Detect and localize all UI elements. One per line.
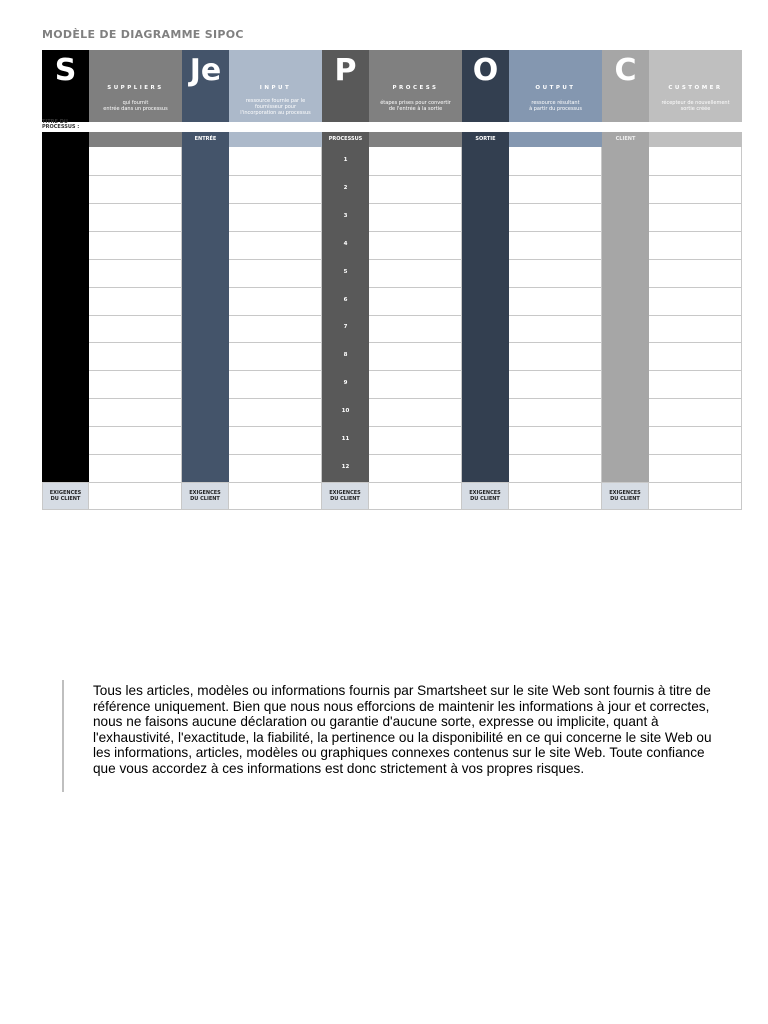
header-sub-customer: récepteur de nouvellement sortie créée xyxy=(661,100,730,112)
subheader-s xyxy=(42,132,89,147)
row-divider xyxy=(369,203,461,204)
row-divider xyxy=(369,454,461,455)
process-title-line2: PROCESSUS : xyxy=(42,124,80,130)
row-divider xyxy=(229,315,321,316)
process-step-number: 5 xyxy=(343,268,348,275)
header-name-input: INPUT xyxy=(259,85,292,91)
header-name-suppliers: SUPPLIERS xyxy=(107,85,164,91)
row-divider xyxy=(649,203,741,204)
row-divider xyxy=(649,175,741,176)
output-entry-column xyxy=(509,147,602,482)
row-divider xyxy=(229,231,321,232)
row-divider xyxy=(369,287,461,288)
row-divider xyxy=(229,398,321,399)
row-divider xyxy=(89,259,181,260)
header-desc-process xyxy=(369,50,462,122)
process-title-line1: TITRE DU xyxy=(42,119,68,125)
subheader-s-desc xyxy=(89,132,182,147)
process-step-number: 9 xyxy=(343,380,348,387)
header-letter-o: O xyxy=(462,50,509,122)
row-divider xyxy=(229,426,321,427)
process-step-number: 10 xyxy=(341,408,350,415)
row-divider xyxy=(509,398,601,399)
sipoc-body-grid xyxy=(42,147,742,482)
footer-blank-i[interactable] xyxy=(229,482,322,510)
row-divider xyxy=(369,259,461,260)
row-divider xyxy=(369,398,461,399)
process-step-number: 2 xyxy=(343,184,348,191)
subheader-processus: PROCESSUS xyxy=(322,132,369,147)
header-name-process: PROCESS xyxy=(392,85,439,91)
footer-customer-requirements-c: EXIGENCES DU CLIENT xyxy=(602,482,649,510)
row-divider xyxy=(89,287,181,288)
header-desc-customer xyxy=(649,50,742,122)
row-divider xyxy=(369,370,461,371)
subheader-p-desc xyxy=(369,132,462,147)
row-divider xyxy=(369,175,461,176)
footer-blank-s[interactable] xyxy=(89,482,182,510)
process-step-number: 6 xyxy=(343,296,348,303)
row-divider xyxy=(509,287,601,288)
footer-blank-p[interactable] xyxy=(369,482,462,510)
process-column xyxy=(322,147,369,482)
header-letter-c: C xyxy=(602,50,649,122)
row-divider xyxy=(229,203,321,204)
row-divider xyxy=(649,315,741,316)
header-desc-input xyxy=(229,50,322,122)
row-divider xyxy=(649,231,741,232)
row-divider xyxy=(229,454,321,455)
subheader-client: CLIENT xyxy=(602,132,649,147)
customer-entry-column xyxy=(649,147,742,482)
process-step-number: 11 xyxy=(341,436,350,443)
row-divider xyxy=(509,342,601,343)
footer-customer-requirements-i: EXIGENCES DU CLIENT xyxy=(182,482,229,510)
disclaimer-box xyxy=(62,680,768,792)
row-divider xyxy=(229,342,321,343)
row-divider xyxy=(229,287,321,288)
subheader-entree: ENTRÉE xyxy=(182,132,229,147)
row-divider xyxy=(89,175,181,176)
header-name-customer: CUSTOMER xyxy=(668,85,723,91)
header-sub-suppliers: qui fournit entrée dans un processus xyxy=(103,100,168,112)
row-divider xyxy=(369,231,461,232)
header-sub-output: ressource résultant à partir du processus xyxy=(529,100,582,112)
row-divider xyxy=(509,426,601,427)
output-column xyxy=(462,147,509,482)
subheader-o-desc xyxy=(509,132,602,147)
row-divider xyxy=(89,231,181,232)
row-divider xyxy=(649,426,741,427)
sipoc-subheader-row xyxy=(42,132,742,147)
header-sub-input: ressource fournie par le fournisseur pour l'incorporation au processus xyxy=(240,98,311,116)
row-divider xyxy=(89,454,181,455)
row-divider xyxy=(89,203,181,204)
header-letter-p: P xyxy=(322,50,369,122)
row-divider xyxy=(369,315,461,316)
header-sub-process: étapes prises pour convertir de l'entrée à la sortie xyxy=(380,100,451,112)
customer-column xyxy=(602,147,649,482)
page-title: MODÈLE DE DIAGRAMME SIPOC xyxy=(42,28,244,41)
header-letter-s: S xyxy=(42,50,89,122)
row-divider xyxy=(509,454,601,455)
row-divider xyxy=(649,398,741,399)
row-divider xyxy=(229,259,321,260)
process-step-number: 3 xyxy=(343,212,348,219)
process-entry-column xyxy=(369,147,462,482)
row-divider xyxy=(229,370,321,371)
row-divider xyxy=(89,315,181,316)
row-divider xyxy=(649,454,741,455)
process-step-number: 4 xyxy=(343,240,348,247)
row-divider xyxy=(649,259,741,260)
subheader-sortie: SORTIE xyxy=(462,132,509,147)
sipoc-header-row xyxy=(42,50,742,122)
row-divider xyxy=(649,370,741,371)
header-name-output: OUTPUT xyxy=(535,85,576,91)
sipoc-footer-row xyxy=(42,482,742,510)
row-divider xyxy=(649,287,741,288)
row-divider xyxy=(509,231,601,232)
header-letter-i: Je xyxy=(182,50,229,122)
process-step-number: 7 xyxy=(343,324,348,331)
process-step-number: 8 xyxy=(343,352,348,359)
input-entry-column xyxy=(229,147,322,482)
header-desc-suppliers xyxy=(89,50,182,122)
process-step-number: 1 xyxy=(343,156,348,163)
suppliers-entry-column xyxy=(89,147,182,482)
row-divider xyxy=(369,426,461,427)
row-divider xyxy=(89,426,181,427)
row-divider xyxy=(89,342,181,343)
row-divider xyxy=(229,175,321,176)
row-divider xyxy=(509,370,601,371)
subheader-i-desc xyxy=(229,132,322,147)
row-divider xyxy=(509,203,601,204)
row-divider xyxy=(89,398,181,399)
footer-blank-o[interactable] xyxy=(509,482,602,510)
footer-customer-requirements-o: EXIGENCES DU CLIENT xyxy=(462,482,509,510)
row-divider xyxy=(369,342,461,343)
row-divider xyxy=(509,175,601,176)
row-divider xyxy=(89,370,181,371)
disclaimer-text: Tous les articles, modèles ou informations fournis par Smartsheet sur le site Web sont fournis à titre de référence uniquement. Bien que nous nous efforcions de maintenir les informations à jour et correctes, nous ne faisons aucune déclaration ou garantie d'aucune sorte, expresse ou implicite, quant à l'exhaustivité, l'exactitude, la fiabilité, la pertinence ou la disponibilité en ce qui concerne le site Web ou les informations, articles, modèles ou graphiques connexes contenus sur le site Web. Toute confiance que vous accordez à ces informations est donc strictement à vos propres risques. xyxy=(93,683,712,776)
row-divider xyxy=(649,342,741,343)
footer-blank-c[interactable] xyxy=(649,482,742,510)
footer-customer-requirements-s: EXIGENCES DU CLIENT xyxy=(42,482,89,510)
process-step-number: 12 xyxy=(341,464,350,471)
row-divider xyxy=(509,259,601,260)
subheader-c-desc xyxy=(649,132,742,147)
suppliers-column xyxy=(42,147,89,482)
header-desc-output xyxy=(509,50,602,122)
row-divider xyxy=(509,315,601,316)
input-column xyxy=(182,147,229,482)
footer-customer-requirements-p: EXIGENCES DU CLIENT xyxy=(322,482,369,510)
